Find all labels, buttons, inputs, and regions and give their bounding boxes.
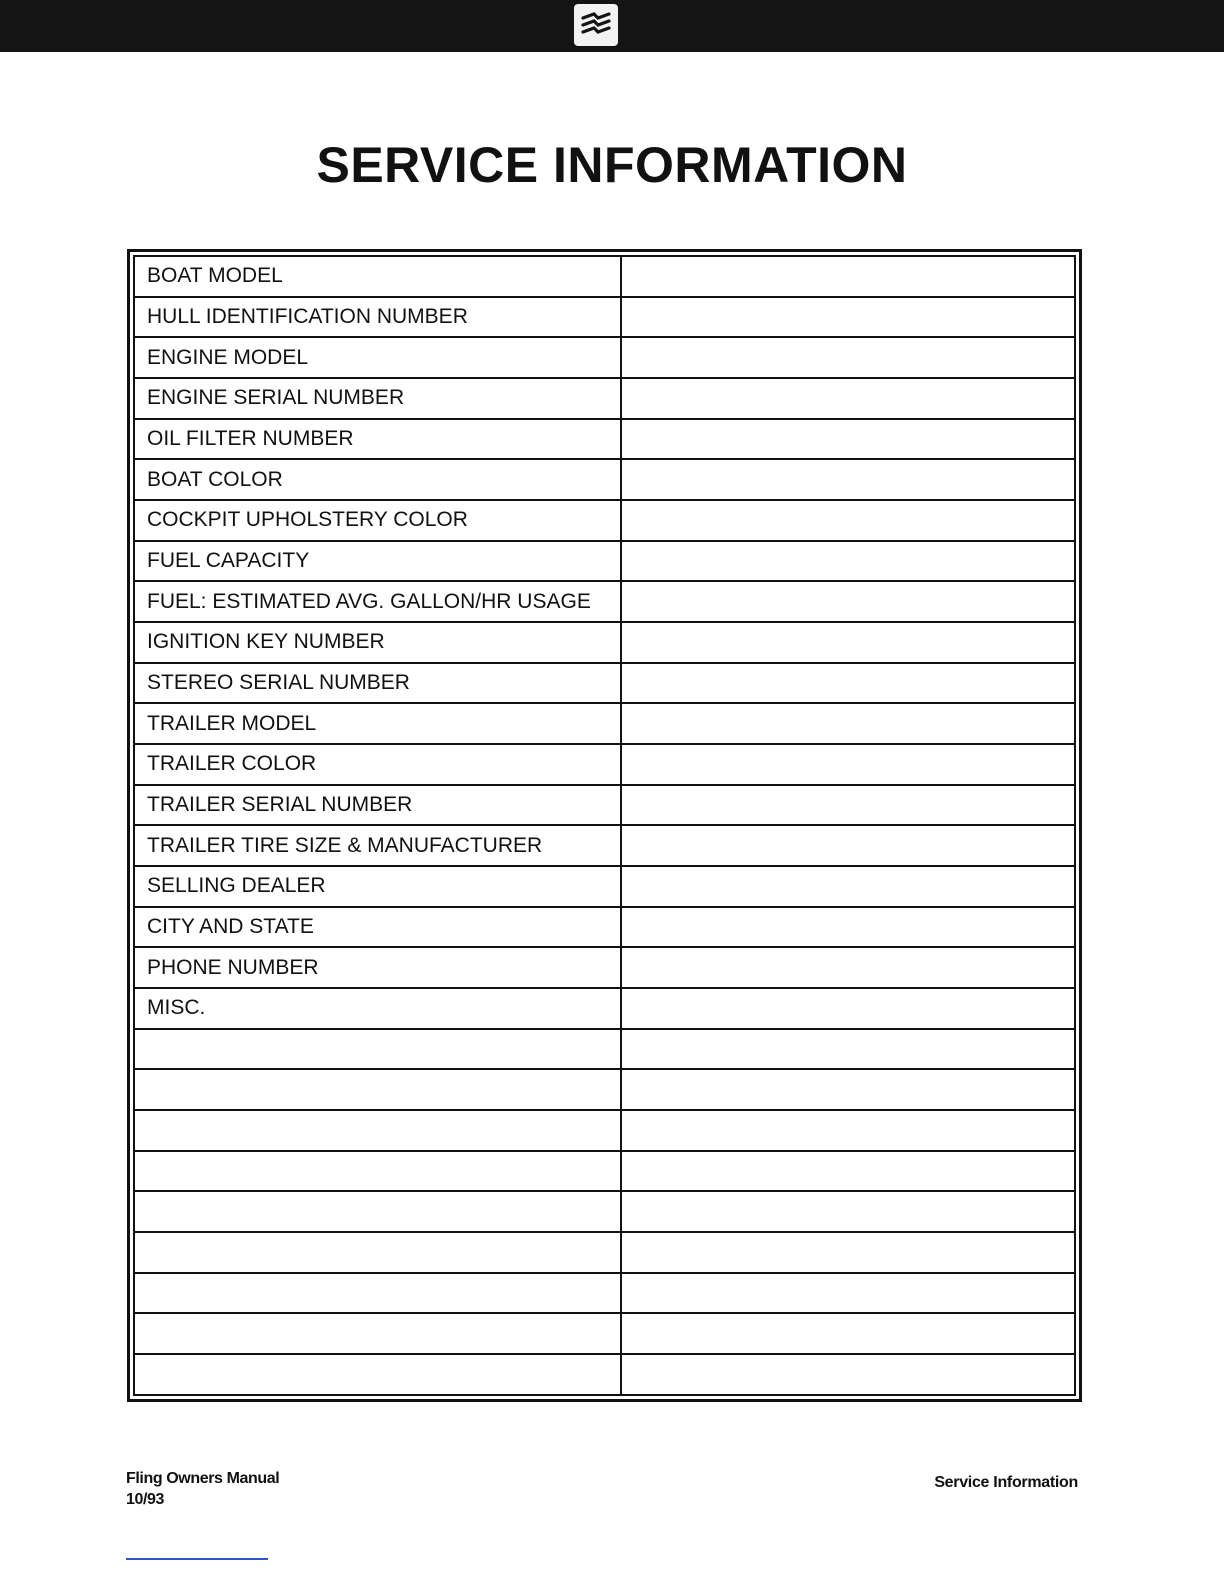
form-row-value-field[interactable]	[621, 866, 1075, 907]
footer-manual-name: Fling Owners Manual	[126, 1470, 280, 1487]
form-row-value-field[interactable]	[621, 337, 1075, 378]
form-row	[134, 337, 1075, 378]
form-row-label: TRAILER SERIAL NUMBER	[134, 785, 621, 826]
footer-date: 10/93	[126, 1491, 165, 1508]
form-row-label: BOAT MODEL	[134, 256, 621, 297]
form-row-label	[134, 1110, 621, 1151]
form-row-label: BOAT COLOR	[134, 459, 621, 500]
form-row	[134, 419, 1075, 460]
form-row-value-field[interactable]	[621, 785, 1075, 826]
form-row-value-field[interactable]	[621, 1191, 1075, 1232]
form-row-label	[134, 1151, 621, 1192]
service-info-form	[127, 249, 1082, 1402]
form-row-label	[134, 1069, 621, 1110]
form-row-label	[134, 1029, 621, 1070]
form-row-label	[134, 1232, 621, 1273]
form-row	[134, 825, 1075, 866]
footer-rule	[126, 1558, 268, 1560]
form-row-label: ENGINE MODEL	[134, 337, 621, 378]
form-row-label: TRAILER MODEL	[134, 703, 621, 744]
form-row-value-field[interactable]	[621, 663, 1075, 704]
form-row-value-field[interactable]	[621, 907, 1075, 948]
form-row	[134, 297, 1075, 338]
form-row-value-field[interactable]	[621, 581, 1075, 622]
form-row-value-field[interactable]	[621, 500, 1075, 541]
form-row-label: HULL IDENTIFICATION NUMBER	[134, 297, 621, 338]
form-row-label	[134, 1354, 621, 1395]
form-row-value-field[interactable]	[621, 622, 1075, 663]
form-row-label: MISC.	[134, 988, 621, 1029]
form-row-value-field[interactable]	[621, 1273, 1075, 1314]
form-row	[134, 703, 1075, 744]
form-row-value-field[interactable]	[621, 256, 1075, 297]
form-row	[134, 1313, 1075, 1354]
form-row	[134, 744, 1075, 785]
form-row-value-field[interactable]	[621, 1313, 1075, 1354]
form-row-value-field[interactable]	[621, 1151, 1075, 1192]
form-row-label: FUEL: ESTIMATED AVG. GALLON/HR USAGE	[134, 581, 621, 622]
form-row-label: COCKPIT UPHOLSTERY COLOR	[134, 500, 621, 541]
form-row	[134, 663, 1075, 704]
form-row	[134, 541, 1075, 582]
form-row	[134, 866, 1075, 907]
form-row-label: CITY AND STATE	[134, 907, 621, 948]
form-row-value-field[interactable]	[621, 947, 1075, 988]
form-row-value-field[interactable]	[621, 541, 1075, 582]
form-row	[134, 1069, 1075, 1110]
form-row	[134, 1191, 1075, 1232]
form-row	[134, 1232, 1075, 1273]
form-row	[134, 500, 1075, 541]
wave-logo-icon	[574, 4, 618, 46]
form-row	[134, 1273, 1075, 1314]
form-row	[134, 1110, 1075, 1151]
form-row-value-field[interactable]	[621, 988, 1075, 1029]
form-row-label: TRAILER COLOR	[134, 744, 621, 785]
form-row	[134, 581, 1075, 622]
form-row-label: TRAILER TIRE SIZE & MANUFACTURER	[134, 825, 621, 866]
form-row	[134, 459, 1075, 500]
form-row	[134, 785, 1075, 826]
form-row	[134, 622, 1075, 663]
form-row-label: OIL FILTER NUMBER	[134, 419, 621, 460]
form-row	[134, 988, 1075, 1029]
form-row	[134, 1354, 1075, 1395]
form-row-label: SELLING DEALER	[134, 866, 621, 907]
form-row-label	[134, 1313, 621, 1354]
form-row-label	[134, 1191, 621, 1232]
form-row-value-field[interactable]	[621, 703, 1075, 744]
form-row-label: FUEL CAPACITY	[134, 541, 621, 582]
form-row	[134, 1151, 1075, 1192]
form-row	[134, 1029, 1075, 1070]
form-row-value-field[interactable]	[621, 744, 1075, 785]
form-row-label	[134, 1273, 621, 1314]
form-row-value-field[interactable]	[621, 1069, 1075, 1110]
page-title: SERVICE INFORMATION	[316, 137, 908, 193]
form-row-value-field[interactable]	[621, 459, 1075, 500]
form-row	[134, 378, 1075, 419]
form-row-value-field[interactable]	[621, 1029, 1075, 1070]
top-header-bar	[0, 0, 1224, 52]
form-row-label: IGNITION KEY NUMBER	[134, 622, 621, 663]
form-row	[134, 947, 1075, 988]
form-row-label: ENGINE SERIAL NUMBER	[134, 378, 621, 419]
footer-manual-info	[126, 1468, 279, 1510]
service-info-table	[133, 255, 1076, 1396]
form-row-value-field[interactable]	[621, 1354, 1075, 1395]
form-row-value-field[interactable]	[621, 378, 1075, 419]
form-row	[134, 907, 1075, 948]
form-row-value-field[interactable]	[621, 825, 1075, 866]
form-row-value-field[interactable]	[621, 1232, 1075, 1273]
form-row-value-field[interactable]	[621, 1110, 1075, 1151]
form-row-value-field[interactable]	[621, 419, 1075, 460]
form-row-label: PHONE NUMBER	[134, 947, 621, 988]
form-row-value-field[interactable]	[621, 297, 1075, 338]
form-row-label: STEREO SERIAL NUMBER	[134, 663, 621, 704]
footer-section-name: Service Information	[934, 1474, 1078, 1491]
form-row	[134, 256, 1075, 297]
